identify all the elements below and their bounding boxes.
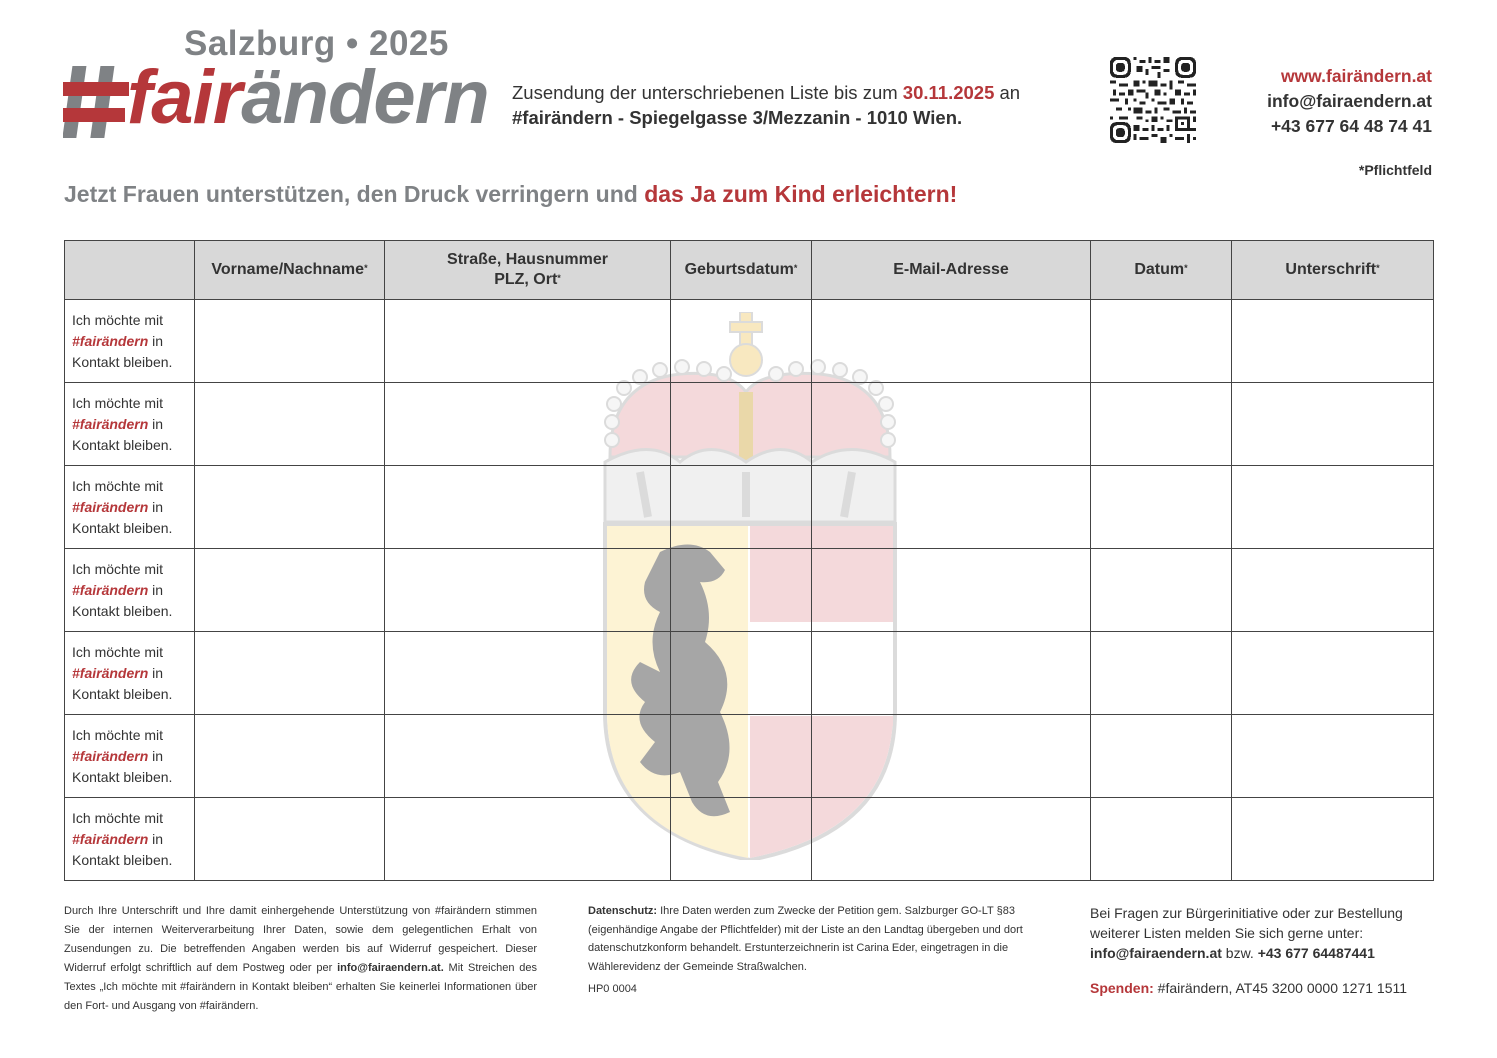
website-link[interactable]: www.fairändern.at	[1280, 66, 1432, 86]
birthdate-cell[interactable]	[671, 549, 812, 632]
email-cell[interactable]	[812, 383, 1091, 466]
stay-in-contact-cell[interactable]: Ich möchte mit #fairändern in Kontakt bleiben.	[65, 715, 195, 798]
name-cell[interactable]	[195, 632, 385, 715]
questions-text: Bei Fragen zur Bürgerinitiative oder zur Bestellung weiterer Listen melden Sie sich gerne unter: info@fairaendern.at bzw. +43 677 64487441	[1090, 905, 1403, 961]
address-cell[interactable]	[385, 798, 671, 881]
table-row	[65, 549, 1434, 632]
email-cell[interactable]	[812, 549, 1091, 632]
signature-cell[interactable]	[1232, 549, 1434, 632]
stay-in-contact-cell[interactable]: Ich möchte mit #fairändern in Kontakt bleiben.	[65, 300, 195, 383]
address-cell[interactable]	[385, 549, 671, 632]
col-header-email: E-Mail-Adresse	[812, 241, 1091, 300]
col-header-birthdate: Geburtsdatum*	[671, 241, 812, 300]
address-cell[interactable]	[385, 715, 671, 798]
address-cell[interactable]	[385, 632, 671, 715]
birthdate-cell[interactable]	[671, 466, 812, 549]
stay-in-contact-cell[interactable]: Ich möchte mit #fairändern in Kontakt bleiben.	[65, 549, 195, 632]
name-cell[interactable]	[195, 798, 385, 881]
signature-table	[64, 240, 1434, 881]
logo-wordmark: fairändern	[127, 55, 489, 140]
table-row	[65, 632, 1434, 715]
deadline-date: 30.11.2025	[902, 82, 995, 103]
table-row	[65, 715, 1434, 798]
signature-cell[interactable]	[1232, 798, 1434, 881]
name-cell[interactable]	[195, 466, 385, 549]
signature-cell[interactable]	[1232, 383, 1434, 466]
birthdate-cell[interactable]	[671, 383, 812, 466]
table-body	[65, 300, 1434, 881]
name-cell[interactable]	[195, 383, 385, 466]
col-header-address: Straße, Hausnummer PLZ, Ort*	[385, 241, 671, 300]
signature-cell[interactable]	[1232, 466, 1434, 549]
table-row	[65, 798, 1434, 881]
postal-address: #fairändern - Spiegelgasse 3/Mezzanin - 1010 Wien.	[512, 107, 963, 128]
col-header-date: Datum*	[1091, 241, 1232, 300]
name-cell[interactable]	[195, 715, 385, 798]
table-row	[65, 300, 1434, 383]
privacy-text: Datenschutz: Ihre Daten werden zum Zwecke der Petition gem. Salzburger GO-LT §83 (eigenhändige Angabe der Pflichtfelder) mit der Liste an den Landtag übergeben und dort datenschutzkonform behandelt. Erstunterzeichnerin ist Carina Eder, eingetragen in die Wählerevidenz der Gemeinde Straßwalchen.	[588, 905, 1023, 973]
name-cell[interactable]	[195, 549, 385, 632]
signature-cell[interactable]	[1232, 632, 1434, 715]
birthdate-cell[interactable]	[671, 632, 812, 715]
required-field-note: *Pflichtfeld	[1358, 162, 1432, 178]
email-cell[interactable]	[812, 798, 1091, 881]
signature-cell[interactable]	[1232, 715, 1434, 798]
date-cell[interactable]	[1091, 715, 1232, 798]
email-link[interactable]: info@fairaendern.at	[1267, 91, 1432, 111]
col-header-name: Vorname/Nachname*	[195, 241, 385, 300]
contact-block	[1267, 64, 1432, 139]
date-cell[interactable]	[1091, 798, 1232, 881]
date-cell[interactable]	[1091, 466, 1232, 549]
address-cell[interactable]	[385, 466, 671, 549]
table-row	[65, 466, 1434, 549]
birthdate-cell[interactable]	[671, 715, 812, 798]
signature-table-wrapper	[64, 240, 1433, 882]
city-year-label: Salzburg • 2025	[184, 24, 449, 63]
stay-in-contact-cell[interactable]: Ich möchte mit #fairändern in Kontakt bleiben.	[65, 798, 195, 881]
date-cell[interactable]	[1091, 549, 1232, 632]
col-header-contact	[65, 241, 195, 300]
date-cell[interactable]	[1091, 632, 1232, 715]
address-cell[interactable]	[385, 300, 671, 383]
consent-text: Durch Ihre Unterschrift und Ihre damit einhergehende Unterstützung von #fairändern stimmen Sie der internen Weiterverarbeitung Ihrer Daten, sowie dem gelegentlichen Erhalt von Zusendungen zu. Die betreffenden Angaben werden bis auf Widerruf gespeichert. Dieser Widerruf erfolgt schriftlich auf dem Postweg oder per info@fairaendern.at. Mit Streichen des Textes „Ich möchte mit #fairändern in Kontakt bleiben“ erhalten Sie keinerlei Informationen über den Fort- und Ausgang von #fairändern.	[64, 905, 537, 1012]
table-header-row	[65, 241, 1434, 300]
birthdate-cell[interactable]	[671, 300, 812, 383]
date-cell[interactable]	[1091, 383, 1232, 466]
headline: Jetzt Frauen unterstützen, den Druck verringern und das Ja zum Kind erleichtern!	[64, 181, 958, 207]
email-cell[interactable]	[812, 715, 1091, 798]
donation-info: Spenden: #fairändern, AT45 3200 0000 1271 1511	[1090, 980, 1408, 996]
address-cell[interactable]	[385, 383, 671, 466]
birthdate-cell[interactable]	[671, 798, 812, 881]
logo-hash-icon	[63, 62, 129, 140]
phone-number[interactable]: +43 677 64 48 74 41	[1270, 116, 1432, 136]
name-cell[interactable]	[195, 300, 385, 383]
email-cell[interactable]	[812, 466, 1091, 549]
submission-info: Zusendung der unterschriebenen Liste bis zum 30.11.2025 an #fairändern - Spiegelgasse 3/Mezzanin - 1010 Wien.	[512, 82, 1021, 128]
stay-in-contact-cell[interactable]: Ich möchte mit #fairändern in Kontakt bleiben.	[65, 383, 195, 466]
date-cell[interactable]	[1091, 300, 1232, 383]
table-row	[65, 383, 1434, 466]
signature-cell[interactable]	[1232, 300, 1434, 383]
email-cell[interactable]	[812, 300, 1091, 383]
col-header-signature: Unterschrift*	[1232, 241, 1434, 300]
qr-code-icon[interactable]	[1110, 57, 1196, 143]
stay-in-contact-cell[interactable]: Ich möchte mit #fairändern in Kontakt bleiben.	[65, 632, 195, 715]
document-id: HP0 0004	[588, 983, 637, 995]
stay-in-contact-cell[interactable]: Ich möchte mit #fairändern in Kontakt bleiben.	[65, 466, 195, 549]
email-cell[interactable]	[812, 632, 1091, 715]
